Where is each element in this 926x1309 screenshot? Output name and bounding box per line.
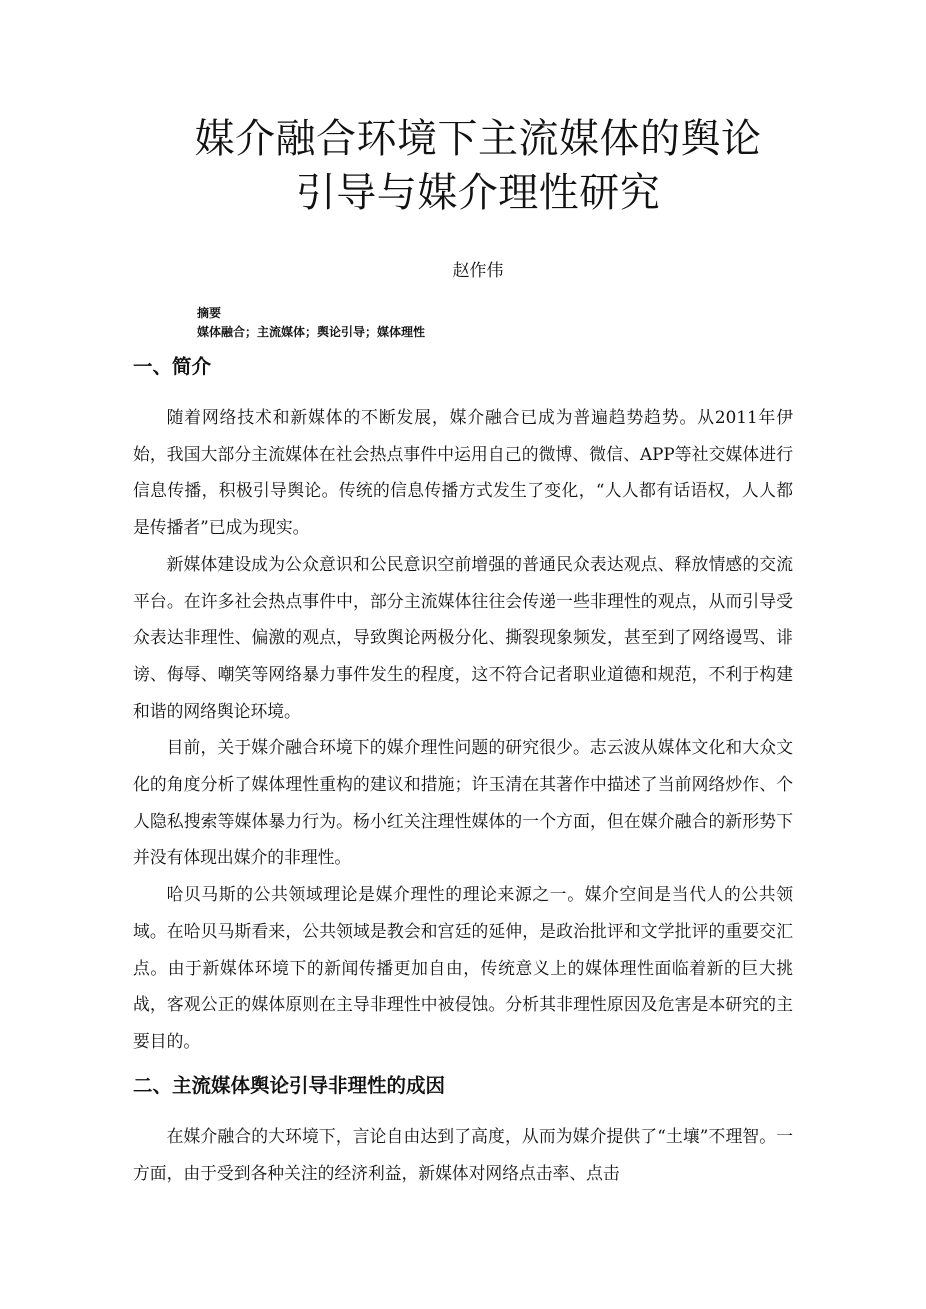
author-name: 赵作伟 — [452, 261, 504, 281]
title-line-2: 引导与媒介理性研究 — [295, 170, 661, 216]
paragraph: 新媒体建设成为公众意识和公民意识空前增强的普通民众表达观点、释放情感的交流平台。在许多社会热点事件中，部分主流媒体往往会传递一些非理性的观点，从而引导受众表达非理性、偏激的观点，导致舆论两极分化、撕裂现象频发，甚至到了网络谩骂、诽谤、侮辱、嘲笑等网络暴力事件发生的程度，这不符合记者职业道德和规范，不利于构建和谐的网络舆论环境。 — [133, 553, 793, 721]
paragraph: 哈贝马斯的公共领域理论是媒介理性的理论来源之一。媒介空间是当代人的公共领域。在哈贝马斯看来，公共领域是教会和宫廷的延伸，是政治批评和文学批评的重要交汇点。由于新媒体环境下的新闻传播更加自由，传统意义上的媒体理性面临着新的巨大挑战，客观公正的媒体原则在主导非理性中被侵蚀。分析其非理性原因及危害是本研究的主要目的。 — [133, 884, 793, 1051]
abstract-block — [197, 304, 425, 342]
abstract-label: 摘要 — [197, 306, 222, 320]
paragraph: 在媒介融合的大环境下，言论自由达到了高度，从而为媒介提供了“土壤”不理智。一方面，由于受到各种关注的经济利益，新媒体对网络点击率、点击 — [133, 1126, 793, 1183]
section-body-causes — [133, 1118, 793, 1191]
section-body-intro — [133, 399, 793, 1060]
paragraph: 目前，关于媒介融合环境下的媒介理性问题的研究很少。志云波从媒体文化和大众文化的角度分析了媒体理性重构的建议和措施；许玉清在其著作中描述了当前网络炒作、个人隐私搜索等媒体暴力行为。杨小红关注理性媒体的一个方面，但在媒介融合的新形势下并没有体现出媒介的非理性。 — [133, 737, 793, 868]
title-line-1: 媒介融合环境下主流媒体的舆论 — [194, 116, 762, 162]
section-heading-causes: 二、主流媒体舆论引导非理性的成因 — [133, 1074, 446, 1097]
section-heading-intro: 一、简介 — [133, 355, 212, 378]
paragraph: 随着网络技术和新媒体的不断发展，媒介融合已成为普遍趋势趋势。从2011年伊始，我国大部分主流媒体在社会热点事件中运用自己的微博、微信、APP等社交媒体进行信息传播，积极引导舆论。传统的信息传播方式发生了变化，“人人都有话语权，人人都是传播者”已成为现实。 — [133, 407, 793, 538]
keywords: 媒体融合；主流媒体；舆论引导；媒体理性 — [197, 325, 426, 339]
paper-title — [0, 112, 926, 220]
